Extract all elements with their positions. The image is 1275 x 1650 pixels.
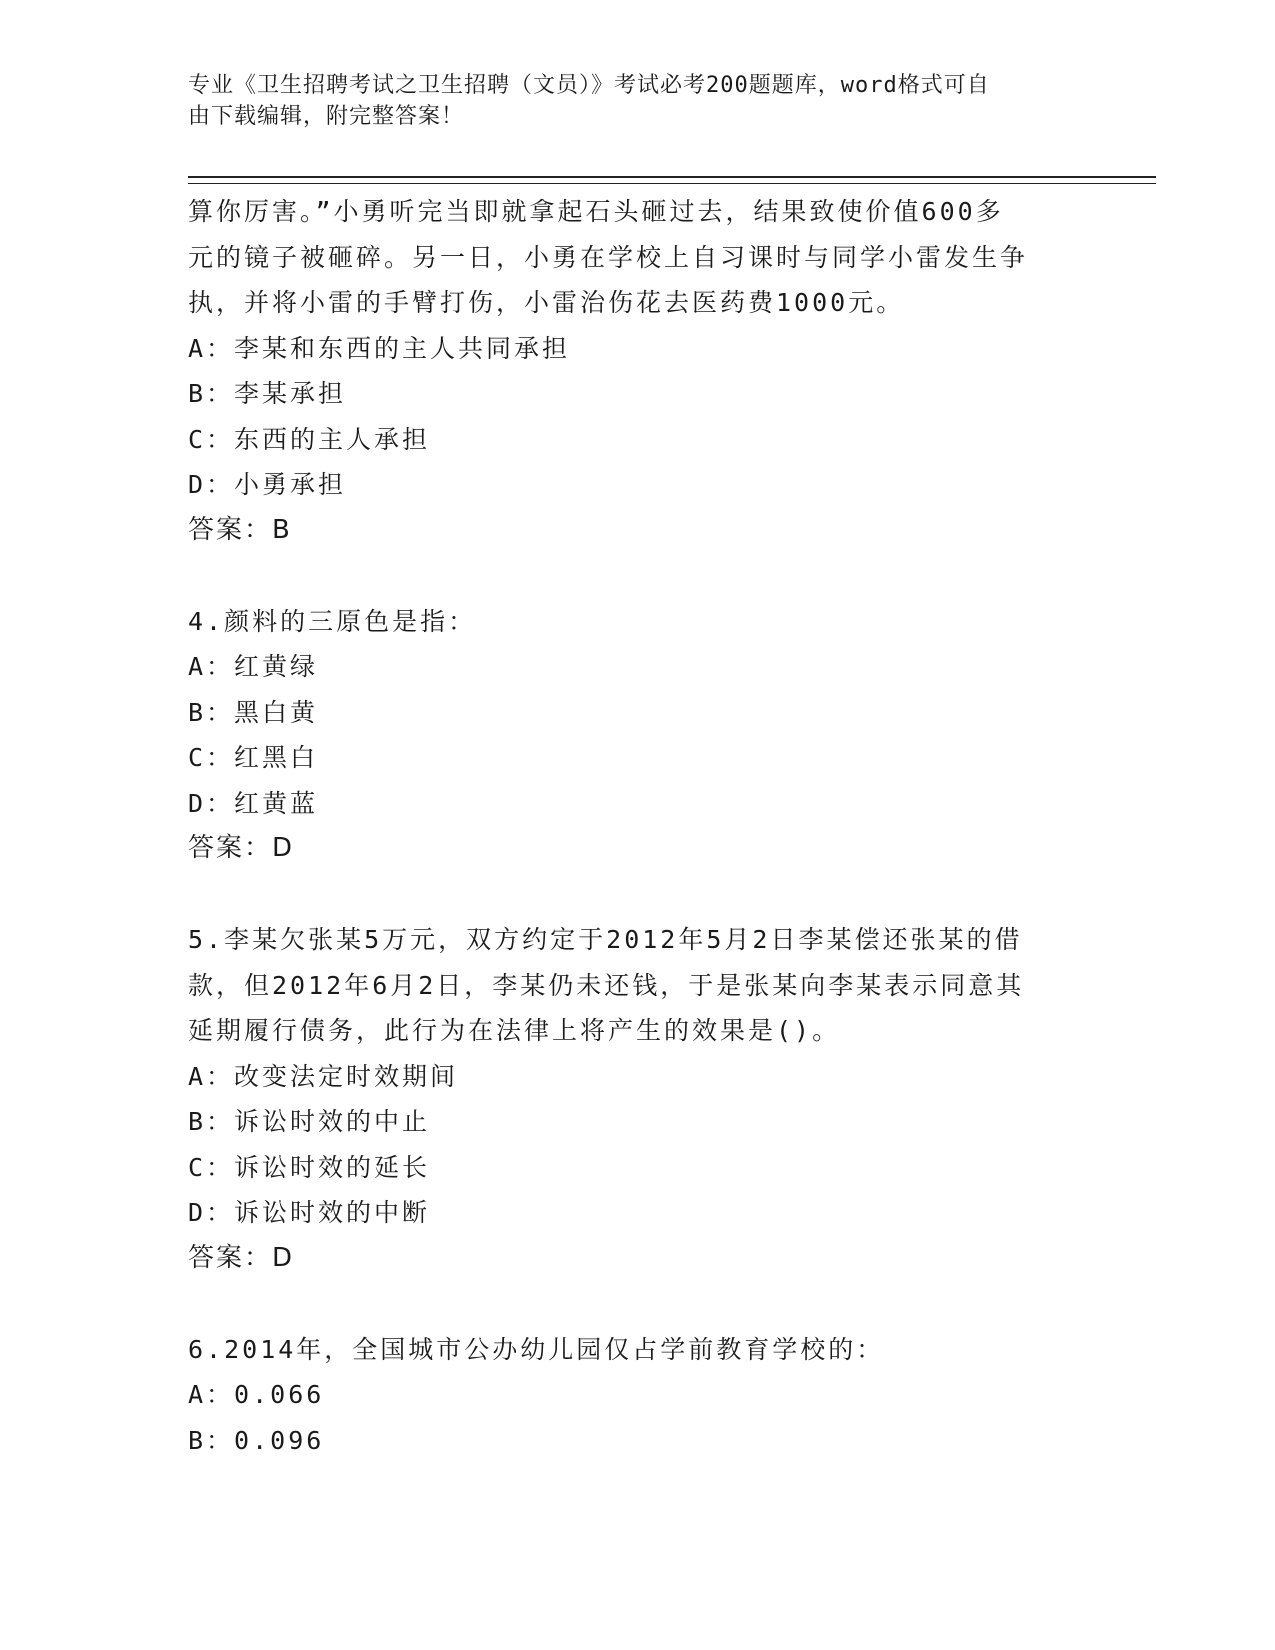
question-text-line: 算你厉害。”小勇听完当即就拿起石头砸过去，结果致使价值600多 <box>188 197 1004 226</box>
question-content <box>188 189 1088 1463</box>
answer-label: 答案：D <box>188 1242 295 1273</box>
question-text-line: 4.颜料的三原色是指： <box>188 606 477 636</box>
question-text-line: 款，但2012年6月2日，李某仍未还钱，于是张某向李某表示同意其 <box>188 970 1025 1000</box>
option-b: B：诉讼时效的中止 <box>188 1107 431 1136</box>
question-text-line: 延期履行债务，此行为在法律上将产生的效果是()。 <box>188 1016 841 1045</box>
question-text-line: 元的镜子被砸碎。另一日，小勇在学校上自习课时与同学小雷发生争 <box>188 242 1029 272</box>
option-a: A：0.066 <box>188 1380 325 1409</box>
option-b: B：李某承担 <box>188 379 347 408</box>
option-c: C：诉讼时效的延长 <box>188 1152 431 1182</box>
option-a: A：改变法定时效期间 <box>188 1061 459 1091</box>
header-title-line-1: 专业《卫生招聘考试之卫生招聘（文员）》考试必考200题题库，word格式可自 <box>188 73 990 98</box>
option-d: D：红黄蓝 <box>188 788 319 818</box>
option-c: C：东西的主人承担 <box>188 424 431 454</box>
question-4 <box>188 599 1088 872</box>
question-6 <box>188 1327 1088 1464</box>
question-spacer <box>188 553 1088 599</box>
answer-label: 答案：B <box>188 514 292 545</box>
question-5 <box>188 917 1088 1281</box>
question-text-line: 5.李某欠张某5万元，双方约定于2012年5月2日李某偿还张某的借 <box>188 925 1023 954</box>
option-b: B：0.096 <box>188 1425 325 1455</box>
question-spacer <box>188 872 1088 918</box>
question-spacer <box>188 1281 1088 1327</box>
answer-label: 答案：D <box>188 833 295 863</box>
question-3 <box>188 189 1088 553</box>
question-text-line: 6.2014年，全国城市公办幼儿园仅占学前教育学校的： <box>188 1334 885 1364</box>
option-a: A：红黄绿 <box>188 652 319 681</box>
option-b: B：黑白黄 <box>188 697 319 727</box>
header-title-line-2: 由下载编辑，附完整答案！ <box>188 104 465 129</box>
question-text-line: 执，并将小雷的手臂打伤，小雷治伤花去医药费1000元。 <box>188 288 905 317</box>
header-divider-thick <box>188 176 1156 178</box>
option-d: D：诉讼时效的中断 <box>188 1198 431 1227</box>
document-header <box>188 70 1088 132</box>
option-d: D：小勇承担 <box>188 470 347 499</box>
option-a: A：李某和东西的主人共同承担 <box>188 333 571 363</box>
header-divider-thin <box>188 183 1156 184</box>
option-c: C：红黑白 <box>188 743 319 772</box>
